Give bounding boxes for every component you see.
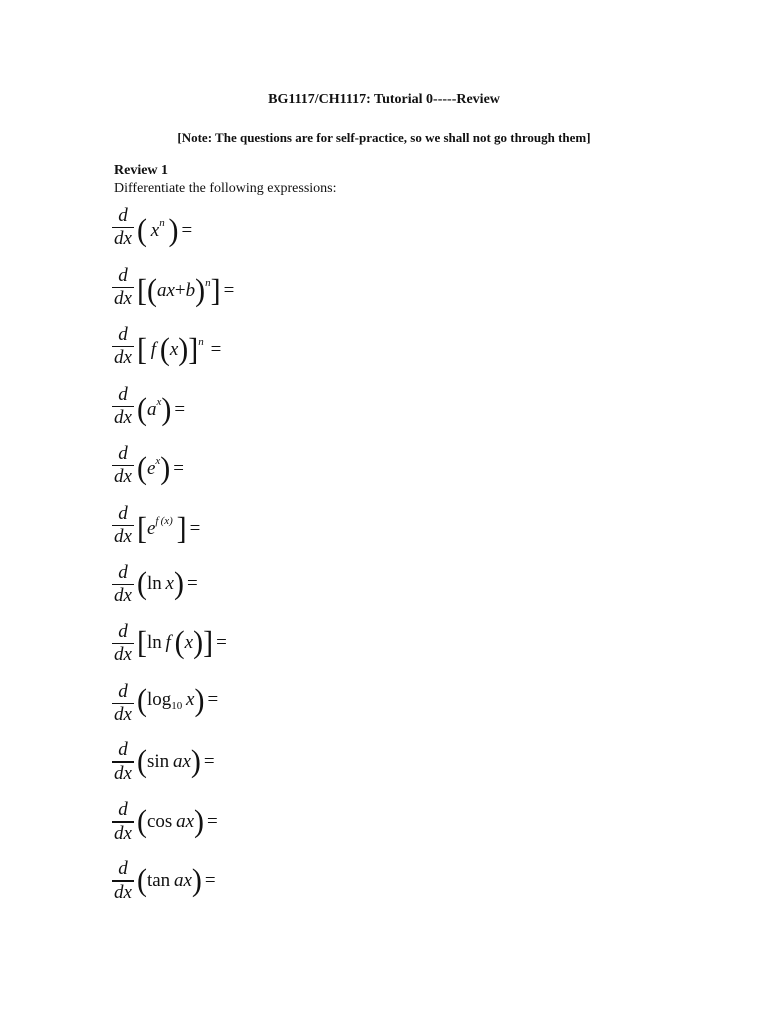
expression-a-pow-x: $\frac{d}{dx}$ $(a^x)$ = [114,383,186,428]
derivative-operator: $\frac{d}{dx}$ [114,739,132,784]
derivative-operator: $\frac{d}{dx}$ [114,799,132,844]
derivative-operator: $\frac{d}{dx}$ [114,502,132,547]
expression-e-pow-f-of-x: $\frac{d}{dx}$ [$e^{f (x)}$ ] = [114,502,201,547]
expression-f-of-x-pow-n: $\frac{d}{dx}$ [ f (x)]$^n$ = [114,323,222,368]
expression-cos-ax: $\frac{d}{dx}$ (cos ax) = [114,799,218,844]
expression-sin-ax: $\frac{d}{dx}$ (sin ax) = [114,739,215,784]
derivative-operator: $\frac{d}{dx}$ [114,561,132,606]
expression-tan-ax: $\frac{d}{dx}$ (tan ax) = [114,858,216,903]
instruction-text: Differentiate the following expressions: [114,181,337,196]
expression-ln-f-of-x: $\frac{d}{dx}$ [ln f (x)] = [114,620,227,665]
derivative-operator: $\frac{d}{dx}$ [114,858,132,903]
section-heading: Review 1 [114,163,169,178]
derivative-operator: $\frac{d}{dx}$ [114,323,132,368]
derivative-operator: $\frac{d}{dx}$ [114,204,132,249]
expression-ax-plus-b-pow-n: $\frac{d}{dx}$ $[(ax+b)^n]$ = [114,264,235,309]
expression-ln-x: $\frac{d}{dx}$ (ln x) = [114,561,198,606]
expression-x-pow-n: $\frac{d}{dx}$ ( $x^n$ ) = [114,204,193,249]
derivative-operator: $\frac{d}{dx}$ [114,264,132,309]
derivative-operator: $\frac{d}{dx}$ [114,620,132,665]
practice-note: [Note: The questions are for self-practice, so we shall not go through them] [177,130,591,145]
derivative-operator: $\frac{d}{dx}$ [114,442,132,487]
document-title: BG1117/CH1117: Tutorial 0-----Review [268,92,500,107]
derivative-operator: $\frac{d}{dx}$ [114,680,132,725]
expression-log10-x: $\frac{d}{dx}$ ($\log_{10}$ x) = [114,680,219,725]
derivative-operator: $\frac{d}{dx}$ [114,383,132,428]
expression-e-pow-x: $\frac{d}{dx}$ $(e^x)$ = [114,442,184,487]
